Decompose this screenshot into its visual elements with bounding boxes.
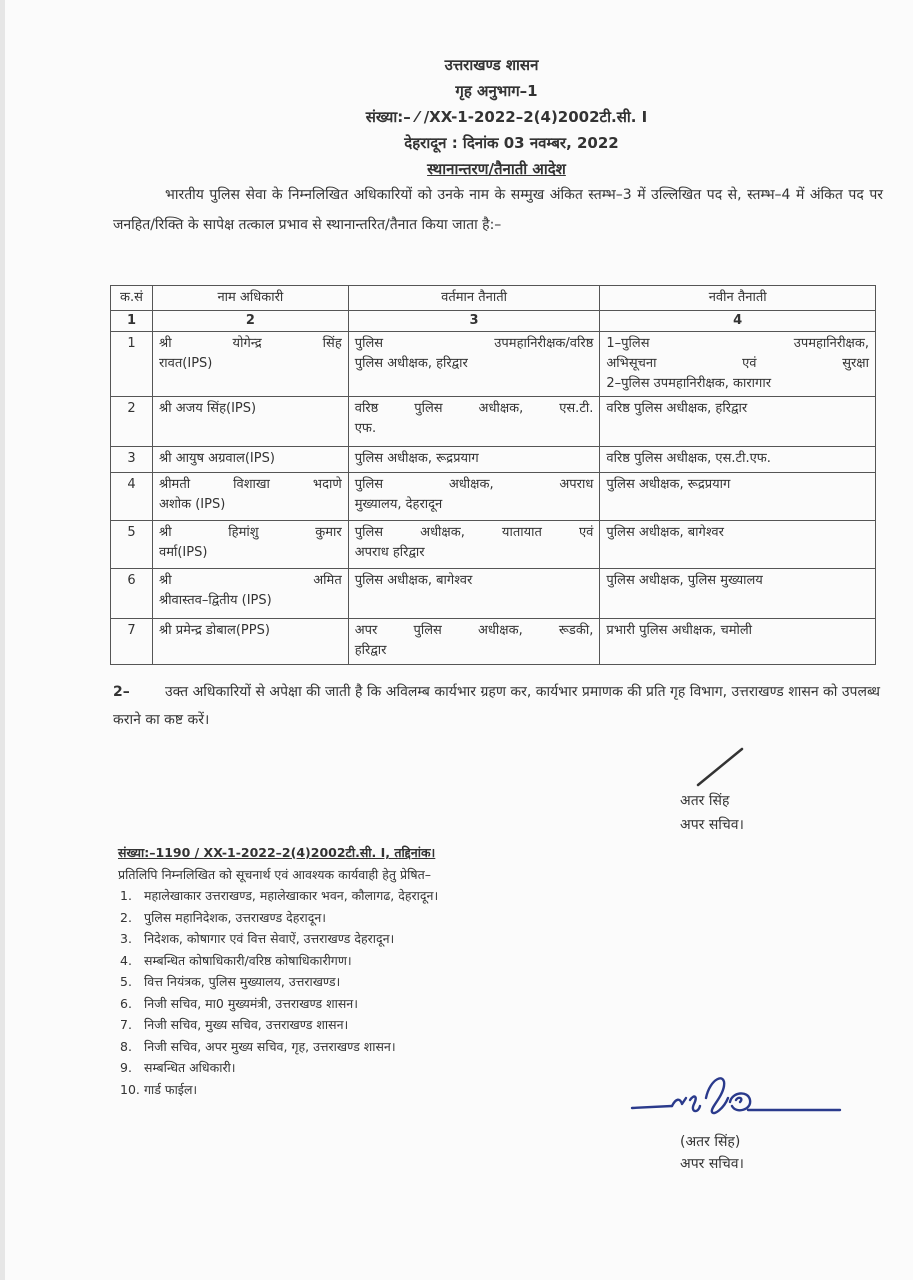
serial-number-cell: 6 — [111, 569, 153, 619]
handwritten-signature-icon — [628, 1068, 843, 1124]
intro-paragraph: भारतीय पुलिस सेवा के निम्नलिखित अधिकारियों को उनके नाम के सम्मुख अंकित स्तम्भ–3 में उल्लिखित पद से, स्तम्भ–4 में अंकित पद पर जनहित/रिक्ति के सापेक्ष तत्काल प्रभाव से स्थानान्तरित/तैनात किया जाता है:– — [113, 187, 883, 233]
cell-line: श्री योगेन्द्र सिंह — [158, 336, 342, 351]
table-body — [111, 332, 876, 665]
serial-number-cell: 1 — [111, 332, 153, 397]
list-item-number: 8. — [120, 1038, 132, 1054]
list-item — [118, 928, 678, 950]
cell-line: अपराध हरिद्वार — [354, 545, 425, 560]
cell-line: 1–पुलिस उपमहानिरीक्षक, — [606, 336, 869, 351]
cell-line: श्री आयुष अग्रवाल(IPS) — [158, 451, 275, 466]
list-item-text: सम्बन्धित अधिकारी। — [144, 1060, 236, 1075]
signatory-name: अतर सिंह — [680, 793, 730, 809]
serial-number-cell: 5 — [111, 521, 153, 569]
cell-line: श्री अमित — [158, 573, 342, 588]
header-new-posting: नवीन तैनाती — [600, 286, 876, 311]
list-item-text: वित्त नियंत्रक, पुलिस मुख्यालय, उत्तराखण्ड। — [144, 974, 341, 989]
current-posting-cell — [348, 569, 600, 619]
list-item — [118, 950, 678, 972]
serial-number-cell: 3 — [111, 447, 153, 473]
list-item-number: 6. — [120, 995, 132, 1011]
document-header — [0, 52, 913, 182]
copy-forward-section — [118, 842, 678, 1100]
list-item-text: महालेखाकार उत्तराखण्ड, महालेखाकार भवन, कौलागढ, देहरादून। — [144, 888, 439, 903]
cell-line: वरिष्ठ पुलिस अधीक्षक, एस.टी.एफ. — [606, 451, 771, 466]
cell-line: वरिष्ठ पुलिस अधीक्षक, हरिद्वार — [606, 401, 748, 416]
column-number-row — [111, 311, 876, 332]
cell-line: श्री प्रमेन्द्र डोबाल(PPS) — [158, 623, 270, 638]
list-item-text: सम्बन्धित कोषाधिकारी/वरिष्ठ कोषाधिकारीगण। — [144, 952, 352, 968]
cell-line: प्रभारी पुलिस अधीक्षक, चमोली — [606, 623, 753, 638]
signatory-designation: अपर सचिव। — [680, 817, 744, 833]
serial-number-cell: 4 — [111, 473, 153, 521]
list-item-number: 7. — [120, 1017, 132, 1032]
current-posting-cell — [348, 332, 600, 397]
cell-line: पुलिस अधीक्षक, बागेश्वर — [354, 573, 473, 588]
place-date: देहरादून : दिनांक 03 नवम्बर, 2022 — [404, 134, 619, 152]
cell-line: पुलिस अधीक्षक, रूद्रप्रयाग — [354, 451, 479, 466]
table-row — [111, 332, 876, 397]
order-title: स्थानान्तरण/तैनाती आदेश — [427, 160, 566, 178]
table-header-row — [111, 286, 876, 311]
current-posting-cell — [348, 521, 600, 569]
list-item-number: 9. — [120, 1060, 132, 1075]
table-row — [111, 397, 876, 447]
table-row — [111, 569, 876, 619]
list-item-text: निजी सचिव, अपर मुख्य सचिव, गृह, उत्तराखण्ड शासन। — [144, 1038, 396, 1054]
cell-line: वर्मा(IPS) — [158, 545, 208, 560]
table-row — [111, 521, 876, 569]
list-item-number: 1. — [120, 888, 132, 903]
officer-name-cell — [152, 619, 348, 665]
cell-line: मुख्यालय, देहरादून — [354, 497, 443, 512]
current-posting-cell — [348, 473, 600, 521]
department-name: गृह अनुभाग–1 — [455, 82, 538, 100]
cell-line: श्री अजय सिंह(IPS) — [158, 401, 257, 416]
current-posting-cell — [348, 397, 600, 447]
cell-line: अशोक (IPS) — [158, 497, 226, 512]
new-posting-cell — [600, 521, 876, 569]
list-item-number: 2. — [120, 909, 132, 925]
cell-line: श्रीमती विशाखा भदाणे — [158, 477, 342, 492]
new-posting-cell — [600, 473, 876, 521]
transfer-table — [110, 285, 876, 665]
list-item — [118, 1079, 678, 1101]
cell-line: एफ. — [354, 421, 377, 436]
cell-line: श्रीवास्तव–द्वितीय (IPS) — [158, 593, 272, 608]
cell-line: पुलिस अधीक्षक, पुलिस मुख्यालय — [606, 573, 763, 588]
table-row — [111, 619, 876, 665]
table-row — [111, 447, 876, 473]
header-serial: क.सं — [111, 286, 153, 311]
list-item — [118, 971, 678, 993]
cell-line: पुलिस अधीक्षक, हरिद्वार — [354, 356, 468, 371]
signature-stroke-icon — [690, 745, 750, 789]
officer-name-cell — [152, 521, 348, 569]
cell-line: अभिसूचना एवं सुरक्षा — [606, 356, 869, 371]
list-item — [118, 885, 678, 907]
cell-line: पुलिस अधीक्षक, अपराध — [354, 477, 594, 492]
new-posting-cell — [600, 397, 876, 447]
paragraph-2 — [113, 678, 883, 734]
current-posting-cell — [348, 447, 600, 473]
paragraph-text: उक्त अधिकारियों से अपेक्षा की जाती है कि अविलम्ब कार्यभार ग्रहण कर, कार्यभार प्रमाणक की प्रति गृह विभाग, उत्तराखण्ड शासन को उपलब्ध कराने का कष्ट करें। — [113, 684, 880, 728]
cell-line: हरिद्वार — [354, 643, 387, 658]
cell-line: श्री हिमांशु कुमार — [158, 525, 342, 540]
officer-name-cell — [152, 569, 348, 619]
list-item-number: 3. — [120, 931, 132, 946]
column-number: 3 — [348, 311, 600, 332]
government-name: उत्तराखण्ड शासन — [444, 56, 539, 74]
copy-recipient-list — [118, 885, 678, 1100]
cell-line: पुलिस अधीक्षक, रूद्रप्रयाग — [606, 477, 731, 492]
list-item-text: निजी सचिव, मुख्य सचिव, उत्तराखण्ड शासन। — [144, 1017, 349, 1032]
cell-line: 2–पुलिस उपमहानिरीक्षक, कारागार — [606, 376, 772, 391]
list-item — [118, 1014, 678, 1036]
serial-number-cell: 7 — [111, 619, 153, 665]
current-posting-cell — [348, 619, 600, 665]
copy-intro: प्रतिलिपि निम्नलिखित को सूचनार्थ एवं आवश्यक कार्यवाही हेतु प्रेषित– — [118, 866, 431, 882]
cell-line: पुलिस उपमहानिरीक्षक/वरिष्ठ — [354, 336, 594, 351]
new-posting-cell — [600, 619, 876, 665]
new-posting-cell — [600, 332, 876, 397]
officer-name-cell — [152, 397, 348, 447]
officer-name-cell — [152, 332, 348, 397]
list-item — [118, 1036, 678, 1058]
list-item-text: निदेशक, कोषागार एवं वित्त सेवाऐं, उत्तराखण्ड देहरादून। — [144, 931, 395, 946]
list-item — [118, 1057, 678, 1079]
order-reference: संख्या:– ⁄ /XX-1-2022–2(4)2002टी.सी. I — [365, 108, 648, 126]
column-number: 1 — [111, 311, 153, 332]
list-item-text: निजी सचिव, मा0 मुख्यमंत्री, उत्तराखण्ड शासन। — [144, 995, 358, 1011]
new-posting-cell — [600, 569, 876, 619]
list-item — [118, 993, 678, 1015]
list-item — [118, 907, 678, 929]
header-officer-name: नाम अधिकारी — [152, 286, 348, 311]
signatory-name: (अतर सिंह) — [680, 1134, 741, 1150]
signature-block-2 — [628, 1068, 848, 1175]
cell-line: वरिष्ठ पुलिस अधीक्षक, एस.टी. — [354, 401, 594, 416]
cell-line: पुलिस अधीक्षक, यातायात एवं — [354, 525, 594, 540]
column-number: 2 — [152, 311, 348, 332]
cell-line: पुलिस अधीक्षक, बागेश्वर — [606, 525, 724, 540]
signatory-designation: अपर सचिव। — [680, 1156, 744, 1172]
table-row — [111, 473, 876, 521]
officer-name-cell — [152, 473, 348, 521]
header-current-posting: वर्तमान तैनाती — [348, 286, 600, 311]
cell-line: रावत(IPS) — [158, 356, 213, 371]
paragraph-number: 2– — [113, 684, 130, 700]
list-item-text: पुलिस महानिदेशक, उत्तराखण्ड देहरादून। — [144, 909, 327, 925]
copy-reference: संख्या:–1190 / XX-1-2022–2(4)2002टी.सी. I, तद्दिनांक। — [118, 845, 436, 860]
list-item-text: गार्ड फाईल। — [144, 1081, 198, 1097]
officer-name-cell — [152, 447, 348, 473]
list-item-number: 4. — [120, 952, 132, 968]
signature-block-1 — [680, 745, 800, 837]
cell-line: अपर पुलिस अधीक्षक, रूडकी, — [354, 623, 594, 638]
new-posting-cell — [600, 447, 876, 473]
list-item-number: 5. — [120, 974, 132, 989]
column-number: 4 — [600, 311, 876, 332]
list-item-number: 10. — [120, 1081, 140, 1097]
serial-number-cell: 2 — [111, 397, 153, 447]
